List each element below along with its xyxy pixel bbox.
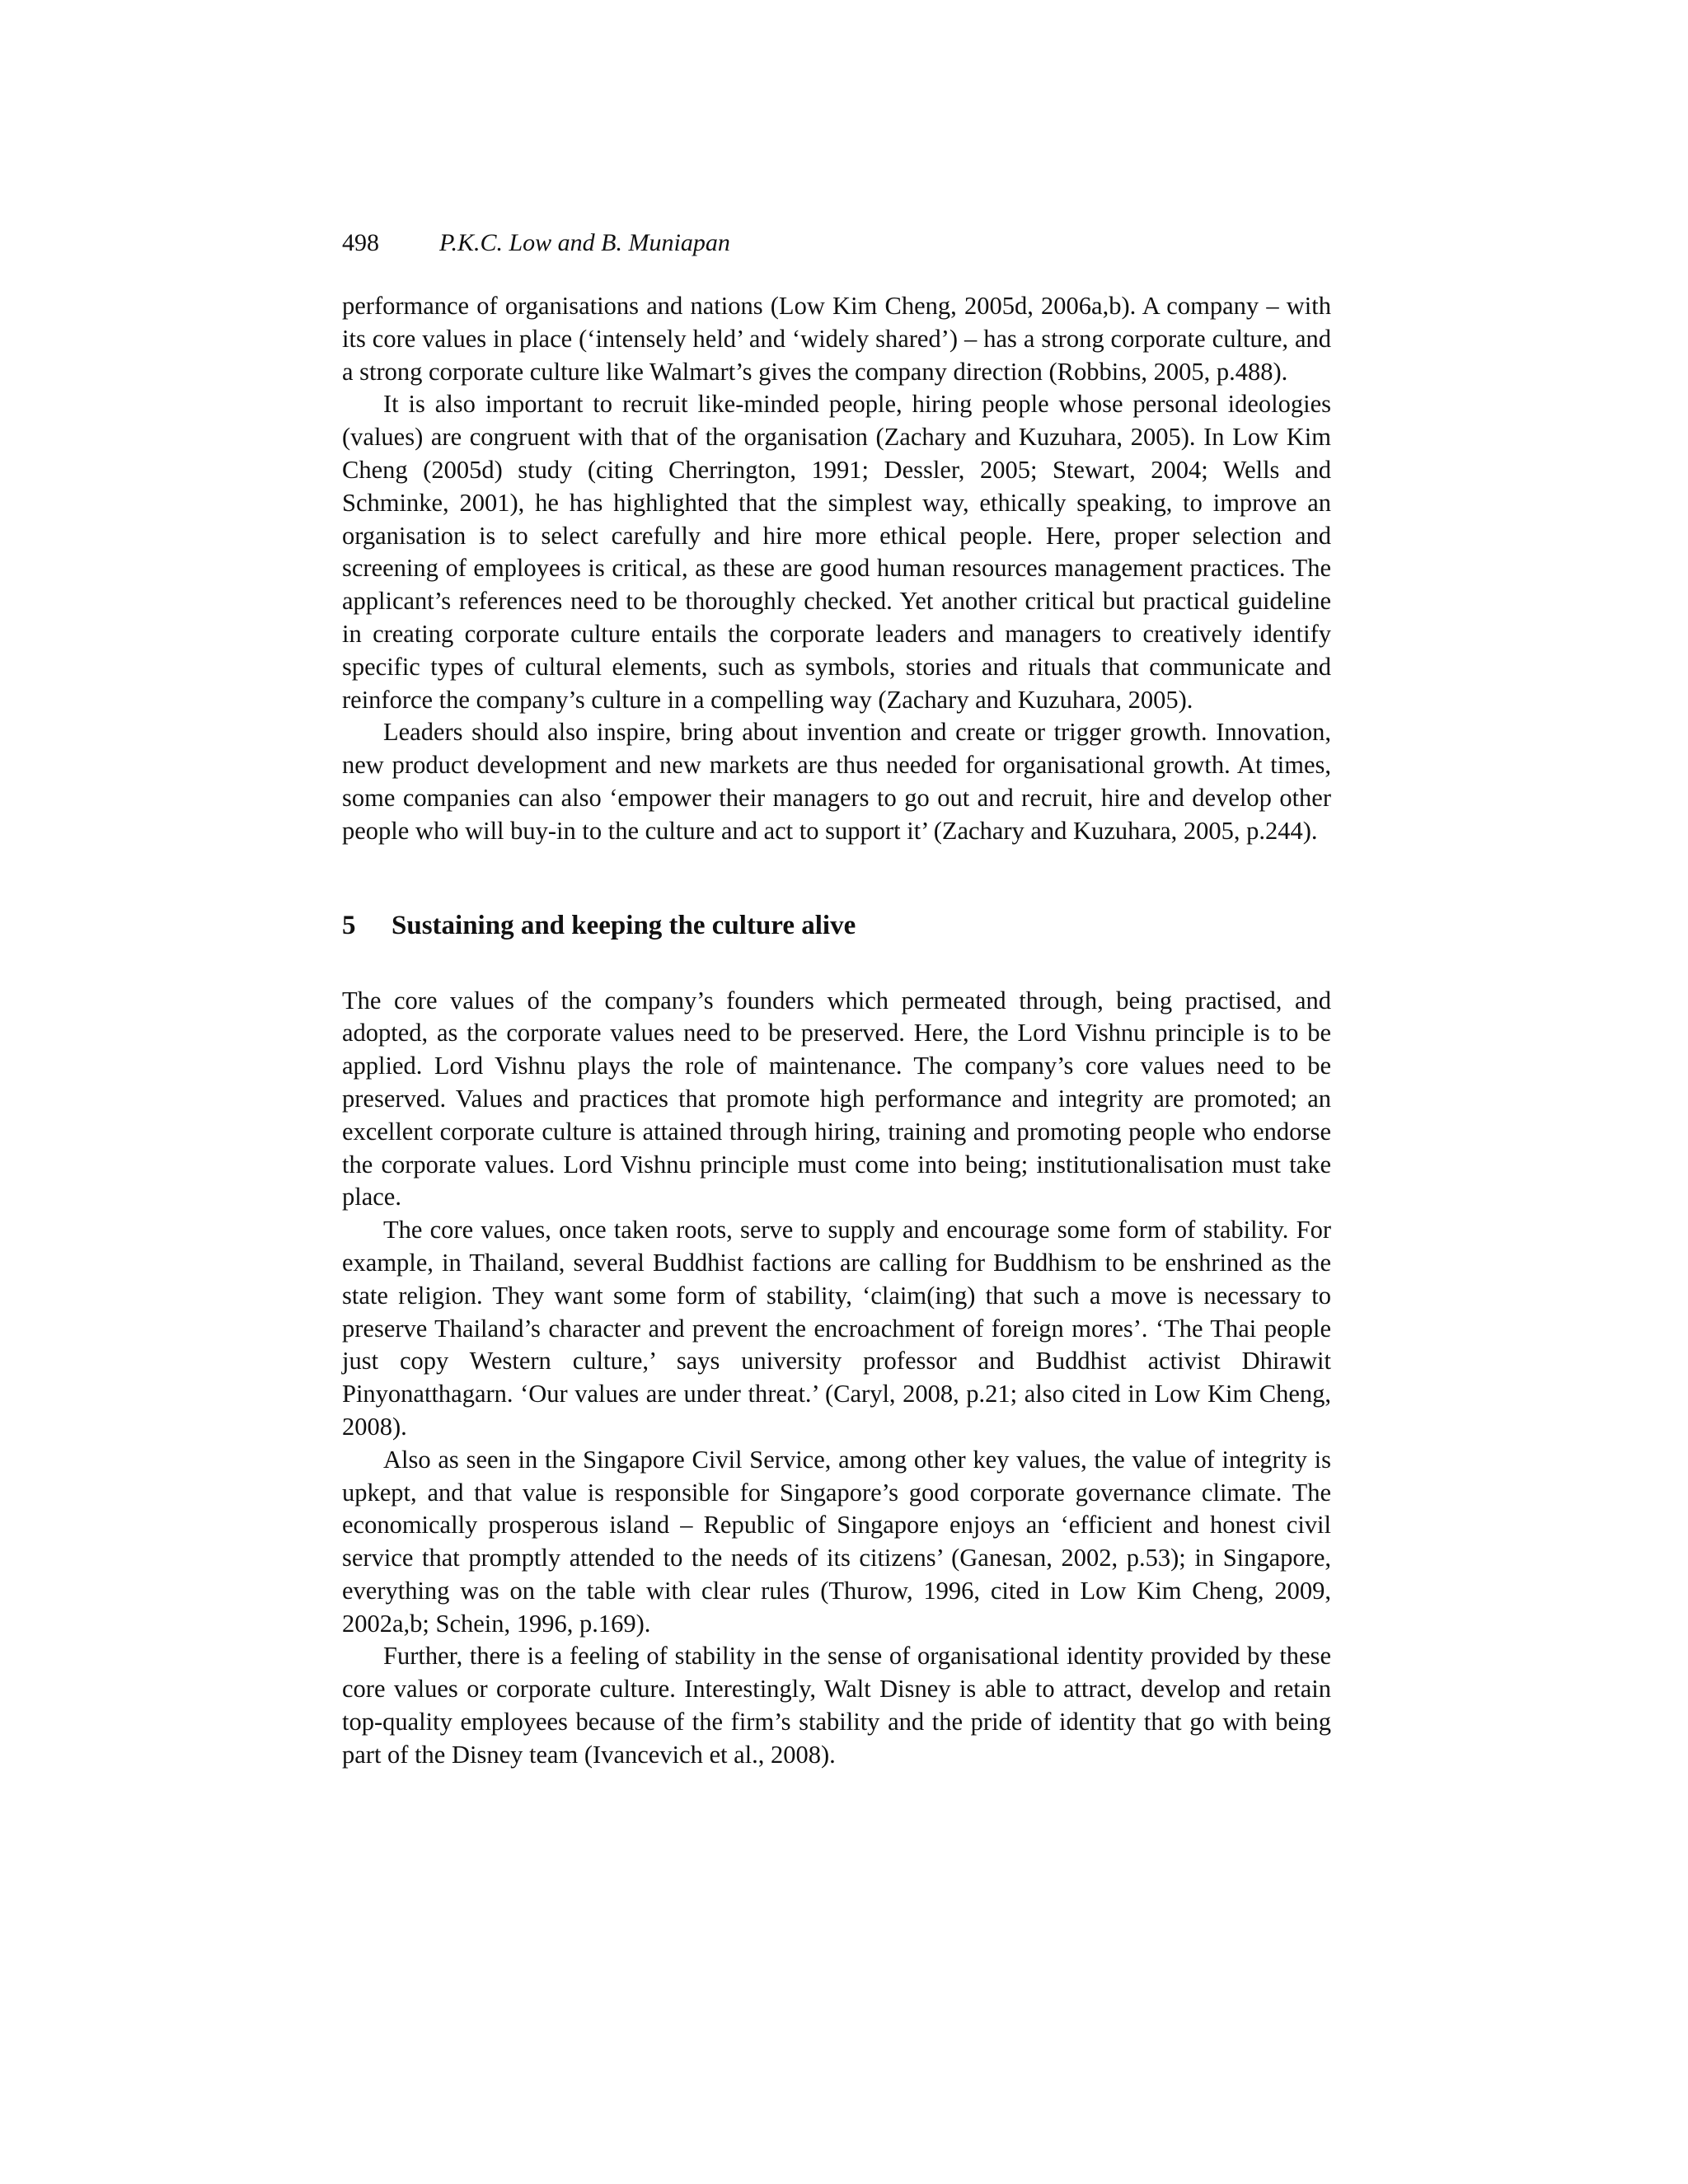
body-paragraph: Also as seen in the Singapore Civil Service, among other key values, the value of integrity is upkept, and that value is responsible for Singapore’s good corporate governance climate. The economically prosperous island – Republic of Singapore enjoys an ‘efficient and honest civil service that promptly attended to the needs of its citizens’ (Ganesan, 2002, p.53); in Singapore, everything was on the table with clear rules (Thurow, 1996, cited in Low Kim Cheng, 2009, 2002a,b; Schein, 1996, p.169). (342, 1445, 1331, 1638)
body-paragraph: Further, there is a feeling of stability in the sense of organisational identity provided by these core values or corporate culture. Interestingly, Walt Disney is able to attract, develop and retain top-quality employees because of the firm’s stability and the pride of identity that go with being part of the Disney team (Ivancevich et al., 2008). (342, 1642, 1331, 1769)
body-paragraph: Leaders should also inspire, bring about invention and create or trigger growth. Innovation, new product development and new markets are thus needed for organisational growth. At times, some companies can also ‘empower their managers to go out and recruit, hire and develop other people who will buy-in to the culture and act to support it’ (Zachary and Kuzuhara, 2005, p.244). (342, 718, 1331, 845)
body-paragraph: It is also important to recruit like-minded people, hiring people whose personal ideologies (values) are congruent with that of the organisation (Zachary and Kuzuhara, 2005). In Low Kim Cheng (2005d) study (citing Cherrington, 1991; Dessler, 2005; Stewart, 2004; Wells and Schminke, 2001), he has highlighted that the simplest way, ethically speaking, to improve an organisation is to select carefully and hire more ethical people. Here, proper selection and screening of employees is critical, as these are good human resources management practices. The applicant’s references need to be thoroughly checked. Yet another critical but practical guideline in creating corporate culture entails the corporate leaders and managers to creatively identify specific types of cultural elements, such as symbols, stories and rituals that communicate and reinforce the company’s culture in a compelling way (Zachary and Kuzuhara, 2005). (342, 390, 1331, 714)
body-paragraph: The core values of the company’s founders which permeated through, being practised, and adopted, as the corporate values need to be preserved. Here, the Lord Vishnu principle is to be applied. Lord Vishnu plays the role of maintenance. The company’s core values need to be preserved. Values and practices that promote high performance and integrity are promoted; an excellent corporate culture is attained through hiring, training and promoting people who endorse the corporate values. Lord Vishnu principle must come into being; institutionalisation must take place. (342, 986, 1331, 1212)
section-title: Sustaining and keeping the culture alive (392, 910, 856, 940)
section-number: 5 (342, 910, 356, 940)
running-head (342, 221, 1331, 265)
section-heading (342, 907, 1331, 944)
running-head-authors: P.K.C. Low and B. Muniapan (439, 229, 730, 256)
page-content (342, 221, 1331, 1772)
body-paragraph: performance of organisations and nations (Low Kim Cheng, 2005d, 2006a,b). A company – with its core values in place (‘intensely held’ and ‘widely shared’) – has a strong corporate culture, and a strong corporate culture like Walmart’s gives the company direction (Robbins, 2005, p.488). (342, 292, 1331, 386)
page-number: 498 (342, 229, 379, 256)
body-paragraph: The core values, once taken roots, serve to supply and encourage some form of stability. For example, in Thailand, several Buddhist factions are calling for Buddhism to be enshrined as the state religion. They want some form of stability, ‘claim(ing) that such a move is necessary to preserve Thailand’s character and prevent the encroachment of foreign mores’. ‘The Thai people just copy Western culture,’ says university professor and Buddhist activist Dhirawit Pinyonatthagarn. ‘Our values are under threat.’ (Caryl, 2008, p.21; also cited in Low Kim Cheng, 2008). (342, 1216, 1331, 1441)
